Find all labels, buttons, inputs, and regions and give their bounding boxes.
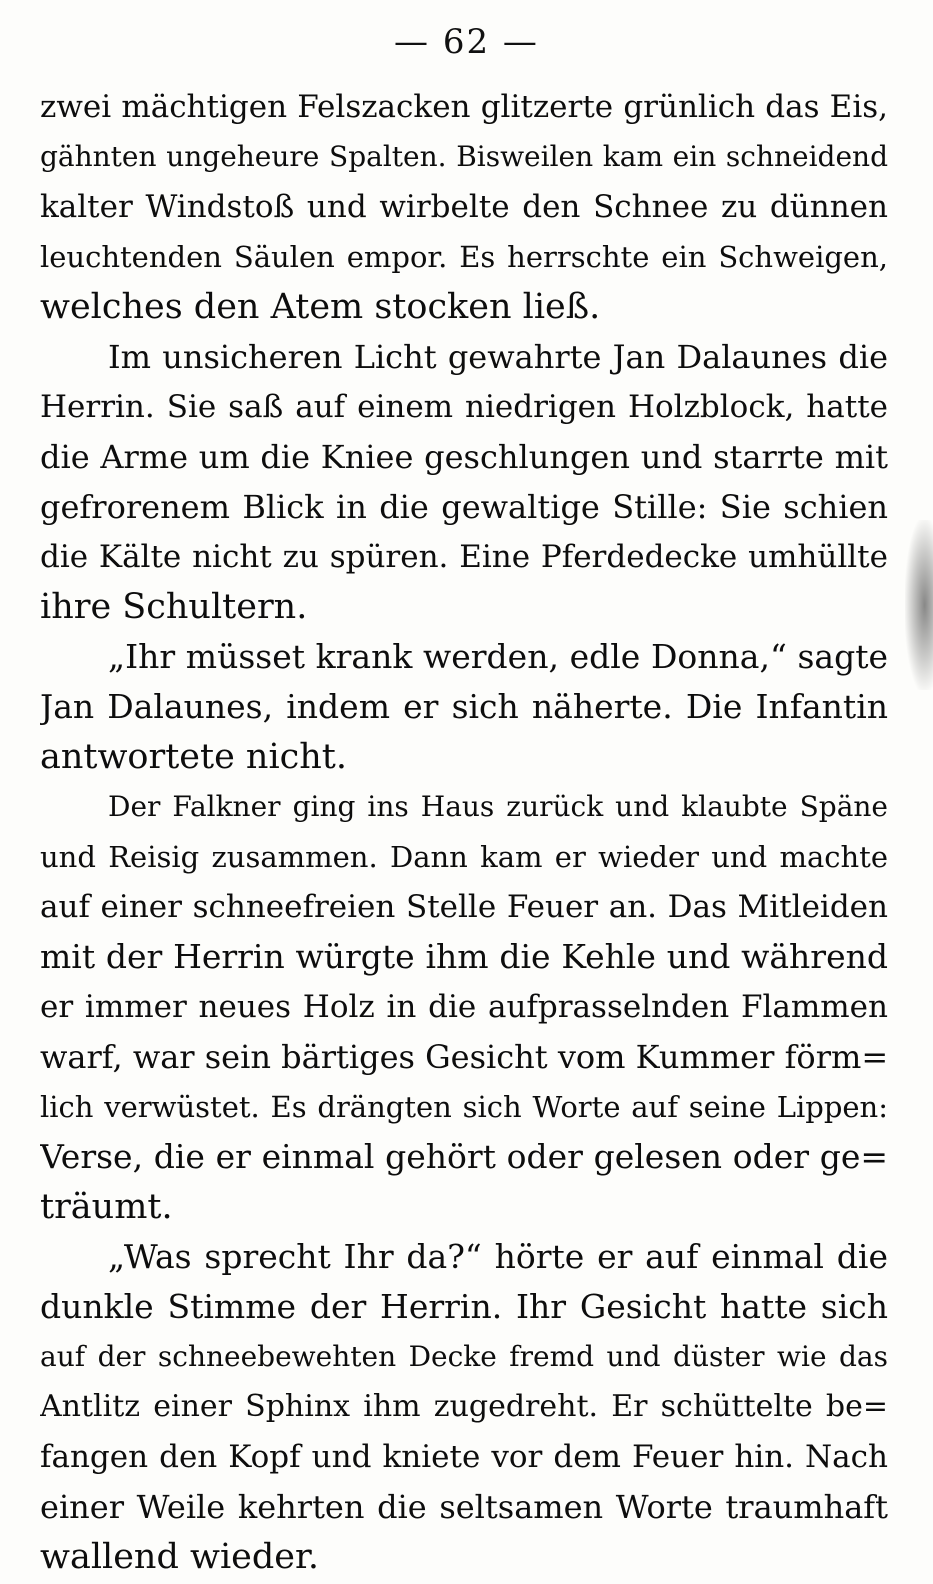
text-line: wallend wieder.	[40, 1537, 319, 1577]
text-line: dunkle Stimme der Herrin. Ihr Gesicht hatte sich	[40, 1287, 888, 1326]
page-number: — 62 —	[394, 22, 539, 62]
text-line: lich verwüstet. Es drängten sich Worte auf seine Lippen:	[40, 1090, 888, 1124]
text-line: Im unsicheren Licht gewahrte Jan Dalaunes die	[108, 338, 888, 376]
text-line: leuchtenden Säulen empor. Es herrschte ein Schweigen,	[40, 240, 888, 274]
text-line: die Arme um die Kniee geschlungen und starrte mit	[40, 438, 888, 476]
text-line: gefrorenem Blick in die gewaltige Stille: Sie schien	[40, 488, 888, 526]
text-line: die Kälte nicht zu spüren. Eine Pferdedecke umhüllte	[40, 539, 888, 575]
text-line: „Ihr müsset krank werden, edle Donna,“ sagte	[108, 637, 888, 676]
text-line: Jan Dalaunes, indem er sich näherte. Die Infantin	[40, 687, 888, 726]
text-line: einer Weile kehrten die seltsamen Worte traumhaft	[40, 1488, 888, 1526]
text-line: er immer neues Holz in die aufprasselnden Flammen	[40, 989, 888, 1025]
text-line: ihre Schultern.	[40, 587, 308, 627]
text-line: träumt.	[40, 1187, 173, 1227]
text-line: mit der Herrin würgte ihm die Kehle und während	[40, 937, 888, 976]
text-line: „Was sprecht Ihr da?“ hörte er auf einmal die	[108, 1237, 888, 1276]
text-line: gähnten ungeheure Spalten. Bisweilen kam ein schneidend	[40, 140, 888, 173]
text-line: welches den Atem stocken ließ.	[40, 287, 601, 327]
text-line: antwortete nicht.	[40, 737, 347, 777]
text-line: zwei mächtigen Felszacken glitzerte grünlich das Eis,	[40, 89, 888, 125]
text-line: Der Falkner ging ins Haus zurück und klaubte Späne	[108, 790, 888, 823]
text-line: und Reisig zusammen. Dann kam er wieder und machte	[40, 840, 888, 874]
text-line: auf einer schneefreien Stelle Feuer an. Das Mitleiden	[40, 889, 888, 925]
text-line: fangen den Kopf und kniete vor dem Feuer hin. Nach	[40, 1439, 888, 1475]
text-line: Antlitz einer Sphinx ihm zugedreht. Er schüttelte be=	[40, 1389, 888, 1424]
text-line: Herrin. Sie saß auf einem niedrigen Holzblock, hatte	[40, 389, 888, 425]
text-line: Verse, die er einmal gehört oder gelesen oder ge=	[40, 1137, 888, 1176]
body-text	[40, 82, 888, 1582]
text-line: warf, war sein bärtiges Gesicht vom Kummer förm=	[40, 1038, 888, 1076]
ink-smudge	[905, 520, 933, 690]
text-line: kalter Windstoß und wirbelte den Schnee zu dünnen	[40, 189, 888, 225]
text-line: auf der schneebewehten Decke fremd und düster wie das	[40, 1340, 888, 1373]
